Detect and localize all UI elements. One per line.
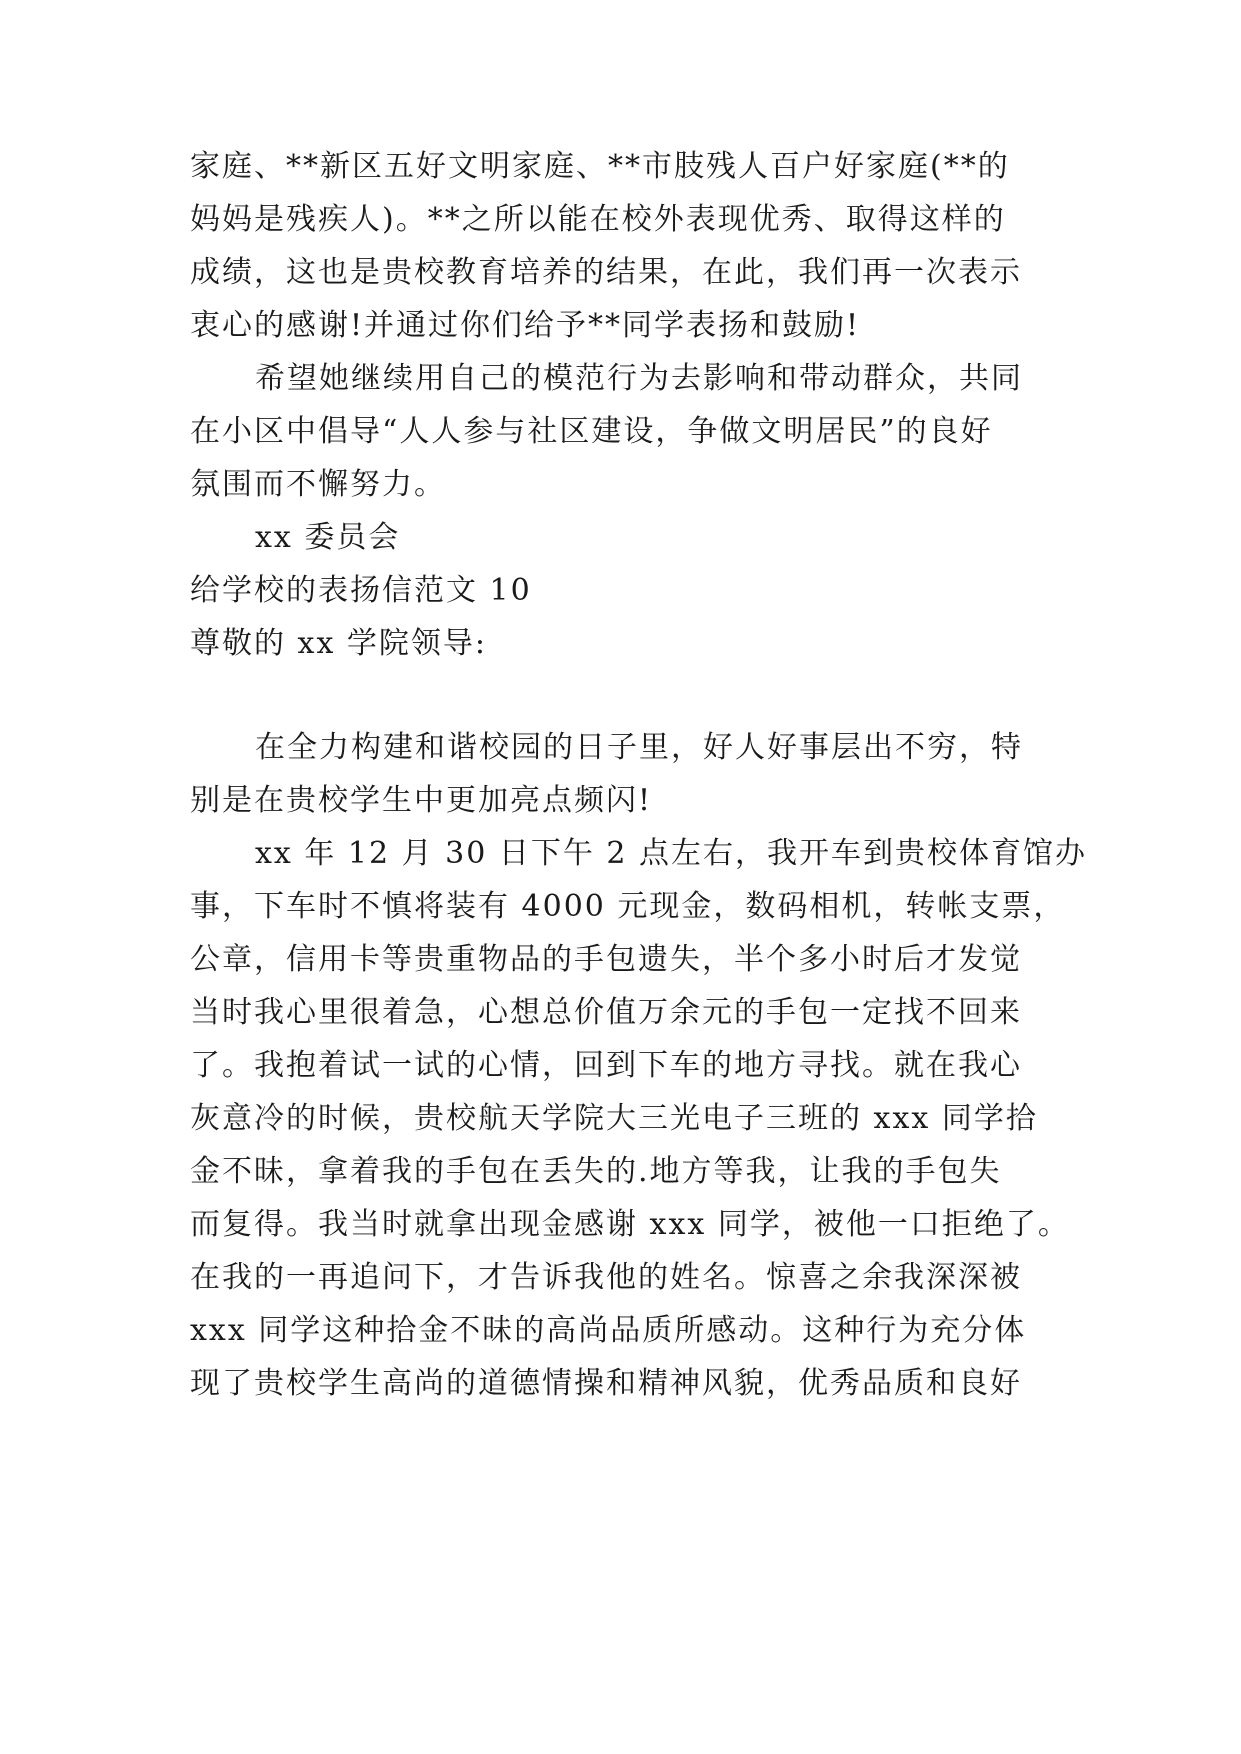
text-line: 在小区中倡导“人人参与社区建设，争做文明居民”的良好 bbox=[190, 414, 993, 449]
text-line: 事，下车时不慎将装有 4000 元现金，数码相机，转帐支票， bbox=[190, 889, 1066, 924]
text-line: 了。我抱着试一试的心情，回到下车的地方寻找。就在我心 bbox=[190, 1048, 1022, 1083]
text-line: 家庭、**新区五好文明家庭、**市肢残人百户好家庭(**的 bbox=[190, 149, 1010, 184]
text-line: xxx 同学这种拾金不昧的高尚品质所感动。这种行为充分体 bbox=[190, 1313, 1027, 1348]
text-line: 氛围而不懈努力。 bbox=[190, 467, 446, 502]
text-line: 成绩，这也是贵校教育培养的结果，在此，我们再一次表示 bbox=[190, 255, 1022, 290]
text-line: 别是在贵校学生中更加亮点频闪! bbox=[190, 783, 653, 818]
paragraph-first-line: 希望她继续用自己的模范行为去影响和带动群众，共同 bbox=[255, 361, 1023, 396]
salutation: 尊敬的 xx 学院领导: bbox=[190, 626, 488, 661]
text-line: 衷心的感谢!并通过你们给予**同学表扬和鼓励! bbox=[190, 308, 861, 343]
text-line: 当时我心里很着急，心想总价值万余元的手包一定找不回来 bbox=[190, 995, 1022, 1030]
text-line: 现了贵校学生高尚的道德情操和精神风貌，优秀品质和良好 bbox=[190, 1366, 1022, 1401]
text-line: 而复得。我当时就拿出现金感谢 xxx 同学，被他一口拒绝了。 bbox=[190, 1207, 1070, 1242]
text-line: 金不昧，拿着我的手包在丢失的.地方等我，让我的手包失 bbox=[190, 1154, 1002, 1189]
text-line: 公章，信用卡等贵重物品的手包遗失，半个多小时后才发觉 bbox=[190, 942, 1022, 977]
signature-committee: xx 委员会 bbox=[255, 520, 401, 555]
text-line: 妈妈是残疾人)。**之所以能在校外表现优秀、取得这样的 bbox=[190, 202, 1006, 237]
section-title: 给学校的表扬信范文 10 bbox=[190, 573, 532, 608]
text-line: 灰意冷的时候，贵校航天学院大三光电子三班的 xxx 同学拾 bbox=[190, 1101, 1038, 1136]
paragraph-first-line: xx 年 12 月 30 日下午 2 点左右，我开车到贵校体育馆办 bbox=[255, 836, 1088, 871]
paragraph-first-line: 在全力构建和谐校园的日子里，好人好事层出不穷，特 bbox=[255, 730, 1023, 765]
text-line: 在我的一再追问下，才告诉我他的姓名。惊喜之余我深深被 bbox=[190, 1260, 1022, 1295]
